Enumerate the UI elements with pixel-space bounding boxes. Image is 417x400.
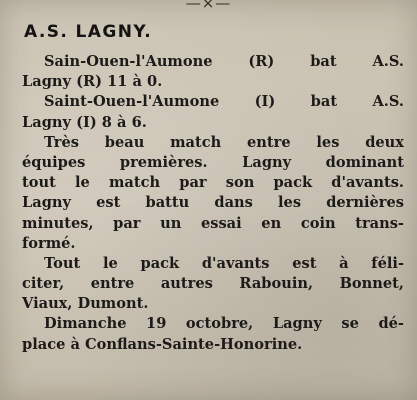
article-line: Saint-Ouen-l'Aumone (I) bat A.S. (44, 93, 404, 111)
article-line: Lagny (I) 8 à 6. (22, 113, 147, 131)
article-line: Sain-Ouen-l'Aumone (R) bat A.S. (44, 53, 404, 70)
article-line: Lagny est battu dans les dernières (22, 194, 404, 212)
section-separator: —×— (185, 0, 232, 12)
article-heading: A.S. LAGNY. (24, 22, 153, 42)
article-line: formé. (22, 234, 76, 252)
article-line: Tout le pack d'avants est à féli- (44, 254, 404, 272)
article-line: Viaux, Dumont. (22, 295, 149, 313)
article-line: Dimanche 19 octobre, Lagny se dé- (44, 315, 404, 333)
article-line: citer, entre autres Rabouin, Bonnet, (22, 275, 404, 293)
article-line: équipes premières. Lagny dominant (22, 153, 404, 171)
article-line: tout le match par son pack d'avants. (22, 174, 404, 192)
article-body (22, 52, 404, 355)
article-line: Très beau match entre les deux (44, 133, 404, 151)
article-line: minutes, par un essai en coin trans- (22, 214, 404, 232)
article-line: place à Conflans-Sainte-Honorine. (22, 335, 303, 353)
article-line: Lagny (R) 11 à 0. (22, 73, 163, 91)
